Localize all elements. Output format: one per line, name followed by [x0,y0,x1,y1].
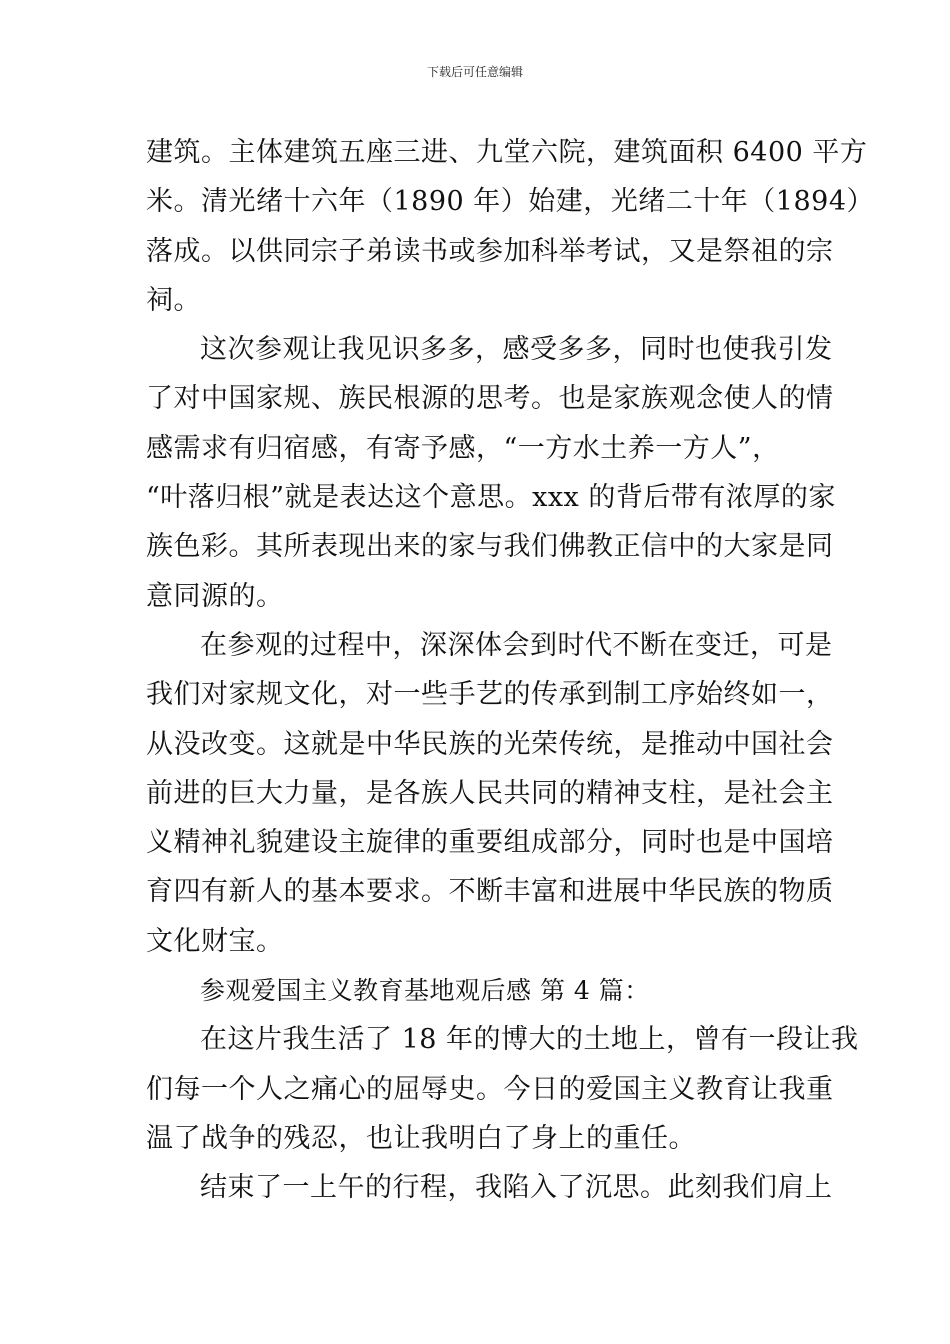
text-line: 感需求有归宿感，有寄予感，“一方水土养一方人”， [146,432,780,464]
text-line: 结束了一上午的行程，我陷入了沉思。此刻我们肩上 [200,1172,833,1204]
text-line: 建筑。主体建筑五座三进、九堂六院，建筑面积 6400 平方 [146,137,868,168]
text-line: 落成。以供同宗子弟读书或参加科举考试，又是祭祖的宗 [146,235,834,267]
document-body [146,128,875,1213]
text-line: 我们对家规文化，对一些手艺的传承到制工序始终如一， [146,679,834,711]
text-line: 前进的巨大力量，是各族人民共同的精神支柱，是社会主 [146,777,834,809]
text-line: 文化财宝。 [146,925,284,957]
text-line: 了对中国家规、族民根源的思考。也是家族观念使人的情 [146,383,834,415]
paragraph [146,325,836,621]
text-line: 义精神礼貌建设主旋律的重要组成部分，同时也是中国培 [146,827,834,859]
text-line: 米。清光绪十六年（1890 年）始建，光绪二十年（1894） [146,186,875,218]
heading-line: 参观爱国主义教育基地观后感 第 4 篇： [200,976,650,1006]
section-heading [146,966,810,1015]
text-line: 温了战争的残忍，也让我明白了身上的重任。 [146,1122,696,1154]
text-line: 育四有新人的基本要求。不断丰富和进展中华民族的物质 [146,876,834,908]
text-line: 这次参观让我见识多多，感受多多，同时也使我引发 [200,334,833,366]
text-line: 们每一个人之痛心的屈辱史。今日的爱国主义教育让我重 [146,1073,834,1105]
paragraph [146,1015,859,1163]
paragraph [146,621,834,966]
text-line: 从没改变。这就是中华民族的光荣传统，是推动中国社会 [146,728,834,760]
paragraph [146,128,875,325]
text-line: 族色彩。其所表现出来的家与我们佛教正信中的大家是同 [146,531,834,563]
text-line: 在参观的过程中，深深体会到时代不断在变迁，可是 [200,629,833,661]
text-line: 在这片我生活了 18 年的博大的土地上，曾有一段让我 [200,1024,859,1056]
page-header: 下载后可任意编辑 [426,65,523,79]
text-line: 祠。 [146,284,201,316]
text-line: 意同源的。 [146,580,284,612]
text-line: “叶落归根”就是表达这个意思。xxx 的背后带有浓厚的家 [146,482,836,514]
paragraph [146,1163,833,1212]
